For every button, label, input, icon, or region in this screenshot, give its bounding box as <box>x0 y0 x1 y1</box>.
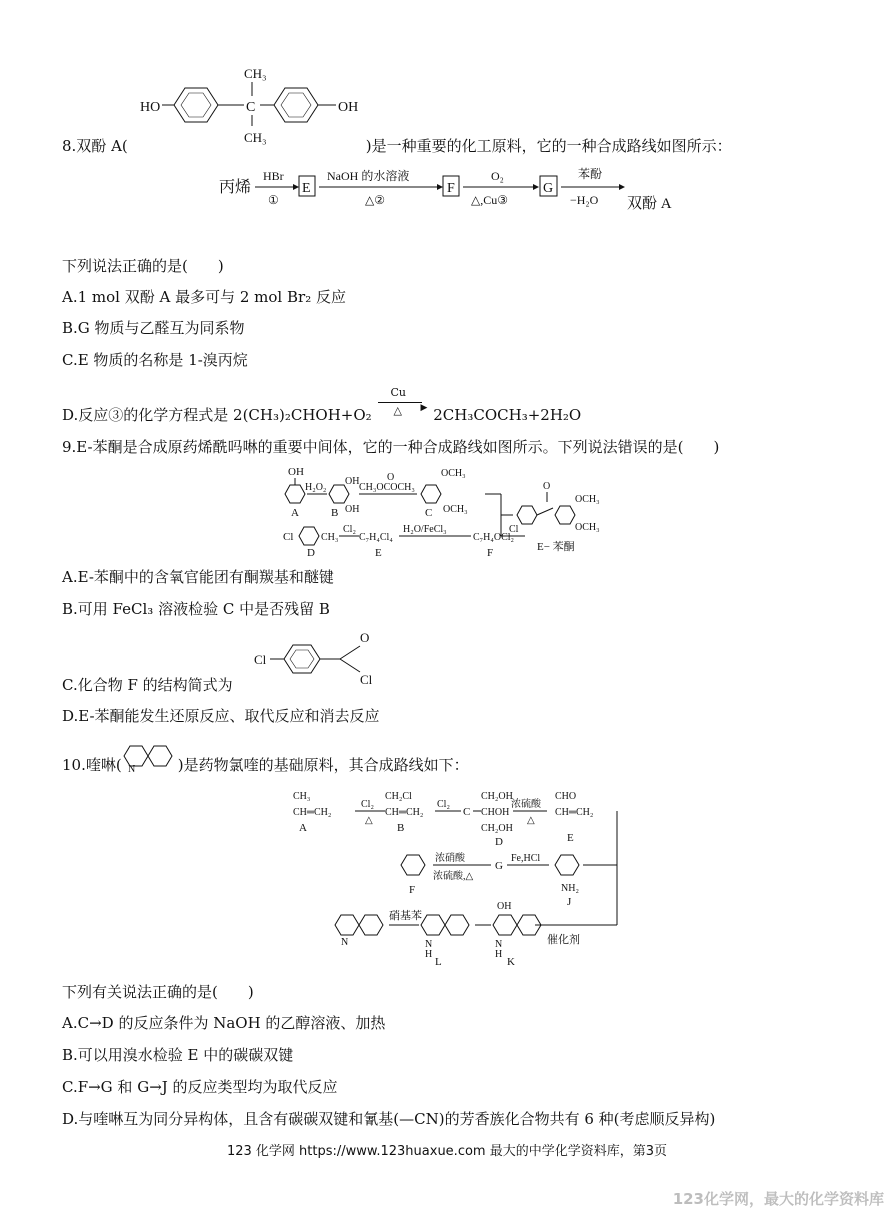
page-footer: 123 化学网 https://www.123huaxue.com 最大的中学化学资料库，第3页 <box>226 1144 667 1159</box>
q9-option-b: B.可用 FeCl₃ 溶液检验 C 中是否残留 B <box>62 600 330 618</box>
route-start: 丙烯 <box>219 179 252 196</box>
label-ch3-top: CH₃ <box>244 66 267 81</box>
q10-j-nh2: NH₂ <box>561 883 579 894</box>
q10-question: 下列有关说法正确的是( ) <box>62 983 254 1001</box>
q9-option-d: D.E-苯酮能发生还原反应、取代反应和消去反应 <box>62 707 380 725</box>
q9-a-oh: OH <box>288 466 304 478</box>
route-e: E <box>302 181 311 196</box>
q10-quinoline-n: N <box>341 937 349 948</box>
route-r4-bottom: −H₂O <box>570 193 599 207</box>
q8-option-a: A.1 mol 双酚 A 最多可与 2 mol Br₂ 反应 <box>62 288 346 306</box>
q8-question: 下列说法正确的是( ) <box>62 257 224 275</box>
q9-c-och3-2: OCH₃ <box>443 504 468 515</box>
route-r2-top: NaOH 的水溶液 <box>327 169 410 183</box>
label-ho: HO <box>140 100 161 115</box>
q9-label-e: E <box>375 547 382 559</box>
f-o: O <box>360 630 370 645</box>
route-r3-bottom: △,Cu③ <box>471 193 508 207</box>
q9-d-cl: Cl <box>283 531 294 543</box>
q10-label-j: J <box>567 896 572 908</box>
route-r2-bottom: △② <box>365 193 385 207</box>
heat-label: △ <box>393 404 402 417</box>
q10-label-l: L <box>435 956 442 968</box>
q9-label-c: C <box>425 507 433 519</box>
q9-label-f: F <box>487 547 494 559</box>
q10-label-g: G <box>495 860 503 872</box>
q10-label-a: A <box>299 822 307 834</box>
q8-option-d-suffix: 2CH₃COCH₃+2H₂O <box>433 406 582 424</box>
q10-label-b: B <box>397 822 405 834</box>
f-cl-left: Cl <box>254 652 267 667</box>
q9-scheme <box>275 462 635 562</box>
label-c: C <box>246 100 256 115</box>
q9-cl2: Cl₂ <box>343 524 356 535</box>
q9-label-a: A <box>291 507 299 519</box>
quinoline-inline-structure <box>118 738 178 778</box>
q8-option-c: C.E 物质的名称是 1-溴丙烷 <box>62 351 248 369</box>
q9-stem: 9.E-苯酮是合成原药烯酰吗啉的重要中间体，它的一种合成路线如图所示。下列说法错误的是( ) <box>62 438 720 456</box>
q10-option-c: C.F→G 和 G→J 的反应类型均为取代反应 <box>62 1078 338 1096</box>
route-g: G <box>543 181 554 196</box>
q10-scheme <box>285 785 625 985</box>
q10-cl2-1: Cl₂ <box>361 799 374 810</box>
q10-stem-part-a: 10.喹啉( <box>62 756 122 774</box>
q8-option-b: B.G 物质与乙醛互为同系物 <box>62 319 245 337</box>
q9-label-b: B <box>331 507 339 519</box>
q9-h2o2: H₂O₂ <box>305 482 327 493</box>
q10-option-a: A.C→D 的反应条件为 NaOH 的乙醇溶液、加热 <box>62 1014 386 1032</box>
q10-label-c: C <box>463 806 471 818</box>
q9-b-oh1: OH <box>345 476 360 487</box>
q10-l-h: H <box>425 949 433 960</box>
q10-label-e: E <box>567 832 574 844</box>
q10-label-k: K <box>507 956 515 968</box>
q10-catalyst: 催化剂 <box>547 934 580 946</box>
q10-b-ch2cl: CH₂Cl <box>385 791 412 802</box>
q10-heat-1: △ <box>365 815 373 826</box>
q8-stem <box>62 136 732 156</box>
q10-e-formula: CH═CH₂ <box>555 807 594 818</box>
q10-option-d: D.与喹啉互为同分异构体，且含有碳碳双键和氰基(—CN)的芳香族化合物共有 6 种(考虑顺反异构) <box>62 1110 716 1128</box>
q8-stem-part-b: )是一种重要的化工原料，它的一种合成路线如图所示： <box>365 137 732 155</box>
q10-k-h: H <box>495 949 503 960</box>
q10-cl2-2: Cl₂ <box>437 799 450 810</box>
q9-option-a: A.E-苯酮中的含氧官能团有酮羰基和醚键 <box>62 568 334 586</box>
q9-prod-cl: Cl <box>509 524 519 535</box>
q8-route-scheme <box>215 160 695 215</box>
quinoline-n: N <box>128 764 136 775</box>
q9-prod-och3-2: OCH₃ <box>575 522 600 533</box>
q8-option-d <box>62 386 582 425</box>
q9-c-och3-1: OCH₃ <box>441 468 466 479</box>
q9-reagent-o: O <box>387 472 395 483</box>
q10-label-d: D <box>495 836 503 848</box>
q10-b-formula: CH═CH₂ <box>385 807 424 818</box>
q10-a-ch3: CH₃ <box>293 791 311 802</box>
q9-h2o-fecl3: H₂O/FeCl₃ <box>403 524 447 535</box>
q10-option-b: B.可以用溴水检验 E 中的碳碳双键 <box>62 1046 294 1064</box>
cu-label: Cu <box>390 386 406 399</box>
q10-h2so4: 浓硫酸 <box>511 799 541 810</box>
q10-d-choh: CHOH <box>481 807 510 818</box>
q10-d-ch2oh-2: CH₂OH <box>481 823 513 834</box>
q10-k-oh: OH <box>497 901 512 912</box>
q10-h2so4-heat: 浓硫酸,△ <box>433 871 474 882</box>
q10-fe-hcl: Fe,HCl <box>511 853 541 864</box>
route-r1-top: HBr <box>263 169 284 183</box>
cu-arrow: Cu ▶ △ <box>376 405 428 425</box>
route-r4-top: 苯酚 <box>578 167 603 181</box>
q10-hno3: 浓硝酸 <box>435 853 465 864</box>
f-cl-right: Cl <box>360 672 373 687</box>
watermark: 123化学网，最大的化学资料库 <box>672 1190 884 1208</box>
q10-stem-part-b: )是药物氯喹的基础原料，其合成路线如下： <box>177 756 469 774</box>
q9-reagent-c: CH₃OCOCH₃ <box>359 482 415 493</box>
route-r1-bottom: ① <box>268 193 279 207</box>
q9-e-formula: C₇H₄Cl₄ <box>359 532 393 543</box>
q9-label-d: D <box>307 547 315 559</box>
q9-prod-och3-1: OCH₃ <box>575 494 600 505</box>
q10-d-ch2oh-1: CH₂OH <box>481 791 513 802</box>
route-end: 双酚 A <box>627 196 672 212</box>
q10-k-n: N <box>495 939 503 950</box>
q9-option-c: C.化合物 F 的结构简式为 <box>62 676 233 694</box>
q8-option-d-prefix: D.反应③的化学方程式是 2(CH₃)₂CHOH+O₂ <box>62 406 372 424</box>
route-r3-top: O₂ <box>491 169 504 183</box>
q10-heat-2: △ <box>527 815 535 826</box>
route-f: F <box>447 181 455 196</box>
q10-e-cho: CHO <box>555 791 577 802</box>
q9-product-label: E− 苯酮 <box>537 541 575 553</box>
label-oh: OH <box>338 100 359 115</box>
label-ch3-bottom: CH₃ <box>244 130 267 145</box>
q9-prod-o: O <box>543 481 551 492</box>
q8-stem-part-a: 8.双酚 A( <box>62 137 128 155</box>
q9-b-oh2: OH <box>345 504 360 515</box>
q9-f-formula: C₇H₄OCl₂ <box>473 532 515 543</box>
q10-a-formula: CH═CH₂ <box>293 807 332 818</box>
q10-l-n: N <box>425 939 433 950</box>
q9-d-ch3: CH₃ <box>321 532 339 543</box>
q9-f-structure <box>250 628 400 688</box>
q10-label-f: F <box>409 884 416 896</box>
q10-nitrobenzene: 硝基苯 <box>389 910 422 922</box>
